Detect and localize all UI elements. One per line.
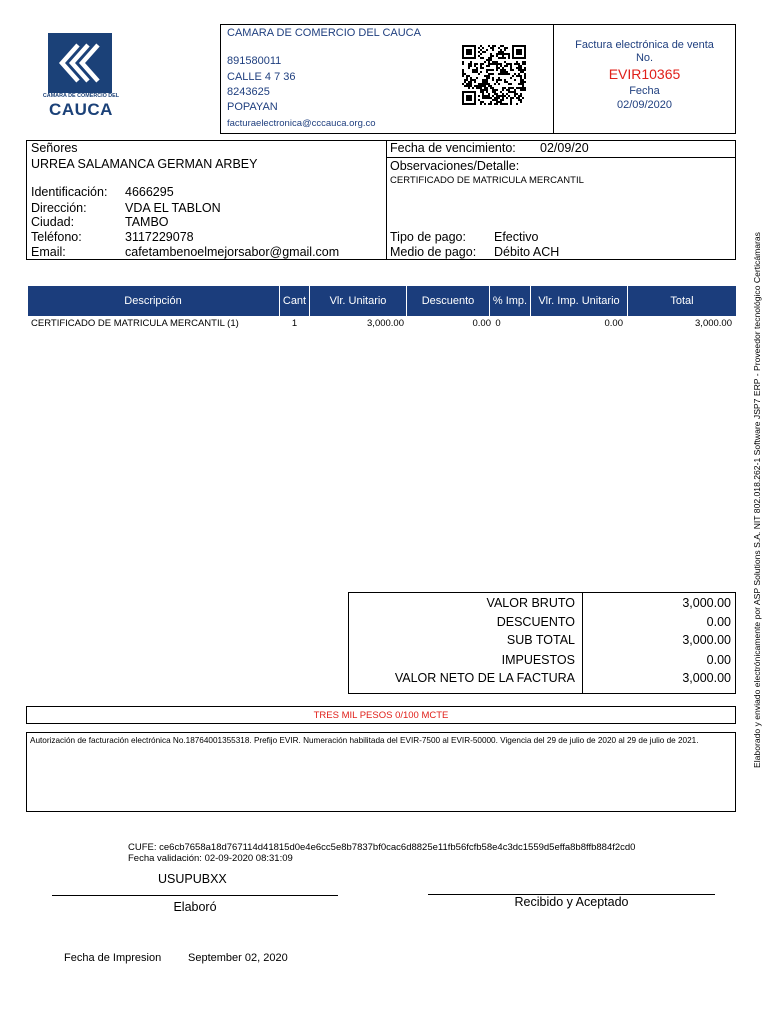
col-tax-unit-value: Vlr. Imp. Unitario bbox=[538, 294, 620, 307]
amount-in-words: TRES MIL PESOS 0/100 MCTE bbox=[313, 710, 449, 721]
issuer-city: POPAYAN bbox=[227, 101, 278, 113]
logo-mark-icon bbox=[48, 33, 112, 93]
observations-label: Observaciones/Detalle: bbox=[390, 159, 520, 173]
invoice-number: EVIR10365 bbox=[608, 66, 681, 82]
taxes-label: IMPUESTOS bbox=[501, 653, 575, 667]
amount-in-words-box bbox=[26, 706, 736, 724]
print-date-value: September 02, 2020 bbox=[188, 952, 288, 964]
row-quantity: 1 bbox=[291, 318, 298, 329]
observations-value: CERTIFICADO DE MATRICULA MERCANTIL bbox=[390, 175, 584, 186]
id-value: 4666295 bbox=[125, 185, 174, 199]
received-label: Recibido y Aceptado bbox=[514, 895, 629, 909]
salutation: Señores bbox=[31, 141, 78, 155]
logo-subtitle: CÁMARA DE COMERCIO DEL bbox=[42, 93, 120, 99]
total-discount-label: DESCUENTO bbox=[496, 615, 575, 629]
payment-type-value: Efectivo bbox=[494, 230, 539, 244]
chamber-logo bbox=[36, 30, 126, 122]
total-discount-value: 0.00 bbox=[706, 615, 731, 629]
made-by-label: Elaboró bbox=[173, 900, 217, 914]
col-description: Descripción bbox=[124, 294, 182, 307]
row-tax-unit-value: 0.00 bbox=[604, 318, 623, 329]
address-value: VDA EL TABLON bbox=[125, 201, 221, 215]
col-unit-value: Vlr. Unitario bbox=[329, 294, 387, 307]
payment-type-label: Tipo de pago: bbox=[390, 230, 466, 244]
subtotal-label: SUB TOTAL bbox=[506, 633, 575, 647]
invoice-type-label: Factura electrónica de venta bbox=[575, 39, 714, 51]
issuer-email: facturaelectronica@cccauca.org.co bbox=[227, 118, 376, 129]
authorization-box bbox=[26, 732, 736, 812]
validation-date: Fecha validación: 02-09-2020 08:31:09 bbox=[128, 853, 293, 864]
issuer-nit: 891580011 bbox=[227, 55, 282, 67]
phone-label: Teléfono: bbox=[31, 230, 82, 244]
row-description: CERTIFICADO DE MATRICULA MERCANTIL (1) bbox=[31, 318, 239, 329]
city-value: TAMBO bbox=[125, 215, 169, 229]
logo-name: CAUCA bbox=[49, 100, 113, 119]
issuer-address: CALLE 4 7 36 bbox=[227, 71, 296, 83]
total-gross-label: VALOR BRUTO bbox=[486, 596, 575, 610]
due-date-label: Fecha de vencimiento: bbox=[390, 141, 516, 155]
id-label: Identificación: bbox=[31, 185, 108, 199]
invoice-date: 02/09/2020 bbox=[616, 99, 673, 111]
col-tax-percent: % Imp. bbox=[492, 294, 528, 307]
print-date-label: Fecha de Impresion bbox=[64, 952, 162, 964]
side-note: Elaborado y enviado electrónicamente por ASP Solutions S.A. NIT 802.018.262-1 Software JSP7 ERP - Proveedor tecnológico Certicámaras bbox=[752, 232, 762, 768]
customer-name: URREA SALAMANCA GERMAN ARBEY bbox=[31, 157, 258, 171]
net-total-label: VALOR NETO DE LA FACTURA bbox=[394, 671, 575, 685]
email-label: Email: bbox=[31, 245, 66, 259]
payment-method-label: Medio de pago: bbox=[390, 245, 477, 259]
cufe: CUFE: ce6cb7658a18d767114d41815d0e4e6cc5e8b7837bf0cac6d8825e11fb56fcfb58e4c3dc1559d5effa8b8ffb884f2cd0 bbox=[128, 842, 636, 853]
signer-user: USUPUBXX bbox=[158, 872, 227, 886]
qr-code-icon bbox=[462, 45, 526, 105]
payment-method-value: Débito ACH bbox=[494, 245, 560, 259]
issuer-name: CAMARA DE COMERCIO DEL CAUCA bbox=[227, 27, 421, 39]
row-unit-value: 3,000.00 bbox=[367, 318, 404, 329]
city-label: Ciudad: bbox=[31, 215, 75, 229]
taxes-value: 0.00 bbox=[706, 653, 731, 667]
col-quantity: Cant bbox=[282, 294, 307, 307]
invoice-date-label: Fecha bbox=[629, 85, 660, 97]
row-discount: 0.00 bbox=[472, 318, 491, 329]
net-total-value: 3,000.00 bbox=[682, 671, 731, 685]
due-date-value: 02/09/20 bbox=[540, 141, 589, 155]
row-tax-percent: 0 bbox=[495, 318, 501, 329]
items-table-header bbox=[28, 286, 736, 316]
phone-value: 3117229078 bbox=[125, 230, 194, 244]
customer-box bbox=[26, 140, 736, 260]
subtotal-value: 3,000.00 bbox=[682, 633, 731, 647]
issuer-phone: 8243625 bbox=[227, 86, 270, 98]
signature-line-made-by bbox=[52, 895, 338, 896]
totals-box bbox=[348, 592, 736, 694]
email-value: cafetambenoelmejorsabor@gmail.com bbox=[125, 245, 340, 259]
col-discount: Descuento bbox=[421, 294, 475, 307]
col-total: Total bbox=[670, 294, 694, 307]
invoice-no-label: No. bbox=[635, 52, 654, 64]
total-gross-value: 3,000.00 bbox=[682, 596, 731, 610]
authorization-text: Autorización de facturación electrónica No.18764001355318. Prefijo EVIR. Numeración habilitada del EVIR-7500 al EVIR-50000. Vigencia del 29 de julio de 2020 al 29 de julio de 2021. bbox=[30, 736, 699, 745]
issuer-box bbox=[220, 24, 736, 134]
row-total: 3,000.00 bbox=[695, 318, 732, 329]
address-label: Dirección: bbox=[31, 201, 87, 215]
